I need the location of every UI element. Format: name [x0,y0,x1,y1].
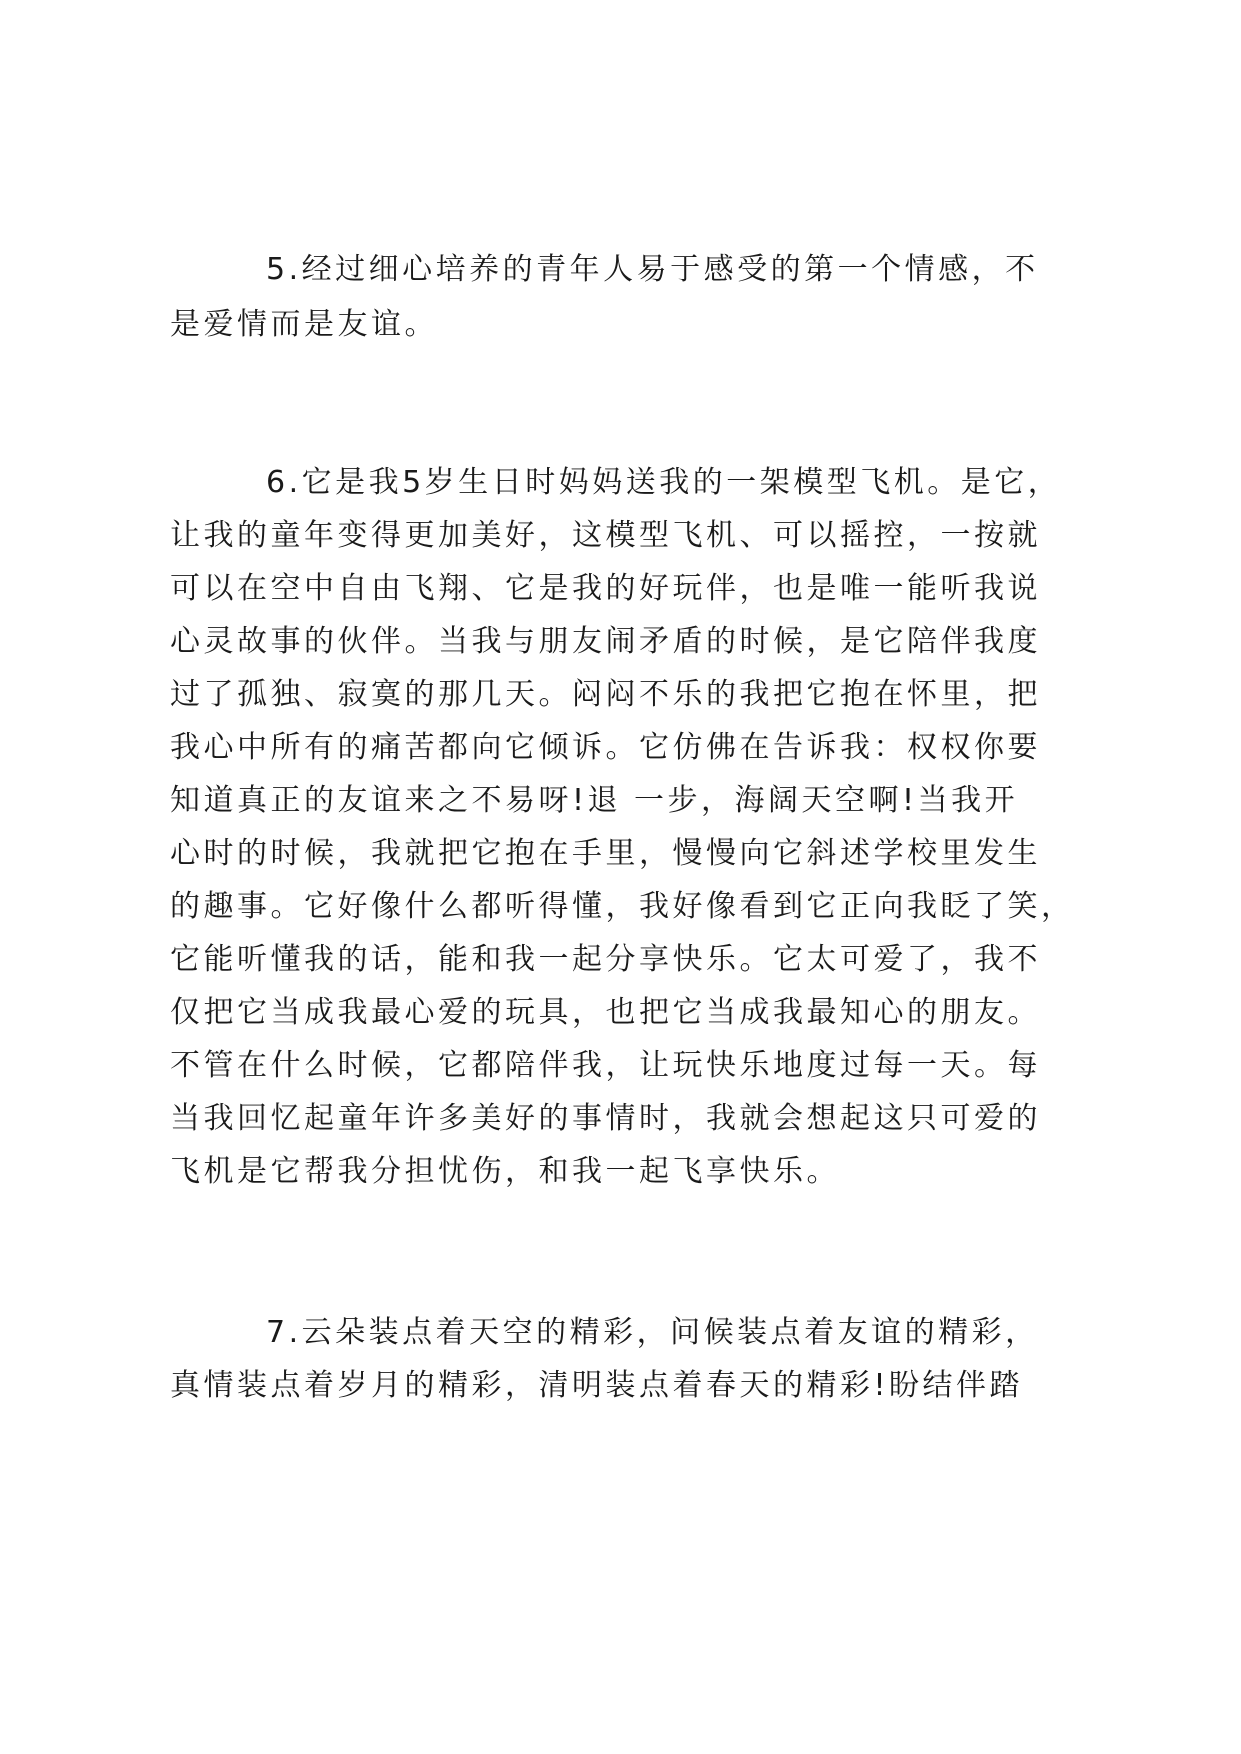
text-line: 7.云朵装点着天空的精彩，问候装点着友谊的精彩， [266,1315,1039,1350]
text-line: 让我的童年变得更加美好，这模型飞机、可以摇控，一按就 [170,518,1041,553]
text-line: 5.经过细心培养的青年人易于感受的第一个情感，不 [266,252,1039,287]
text-line: 心时的时候，我就把它抱在手里，慢慢向它斜述学校里发生 [170,836,1041,871]
text-line: 的趣事。它好像什么都听得懂，我好像看到它正向我眨了笑， [170,889,1075,924]
text-line: 知道真正的友谊来之不易呀!退 一步，海阔天空啊!当我开 [170,783,1019,818]
text-line: 可以在空中自由飞翔、它是我的好玩伴，也是唯一能听我说 [170,571,1041,606]
text-line: 不管在什么时候，它都陪伴我，让玩快乐地度过每一天。每 [170,1048,1041,1083]
text-line: 它能听懂我的话，能和我一起分享快乐。它太可爱了，我不 [170,942,1041,977]
text-line: 当我回忆起童年许多美好的事情时，我就会想起这只可爱的 [170,1101,1041,1136]
text-line: 心灵故事的伙伴。当我与朋友闹矛盾的时候，是它陪伴我度 [170,624,1041,659]
text-line: 是爱情而是友谊。 [170,307,438,342]
text-line: 仅把它当成我最心爱的玩具，也把它当成我最知心的朋友。 [170,995,1041,1030]
text-line: 过了孤独、寂寞的那几天。闷闷不乐的我把它抱在怀里，把 [170,677,1041,712]
text-line: 我心中所有的痛苦都向它倾诉。它仿佛在告诉我：权权你要 [170,730,1041,765]
text-line: 真情装点着岁月的精彩，清明装点着春天的精彩!盼结伴踏 [170,1368,1024,1403]
text-line: 飞机是它帮我分担忧伤，和我一起飞享快乐。 [170,1154,840,1189]
text-line: 6.它是我5岁生日时妈妈送我的一架模型飞机。是它， [266,465,1062,500]
